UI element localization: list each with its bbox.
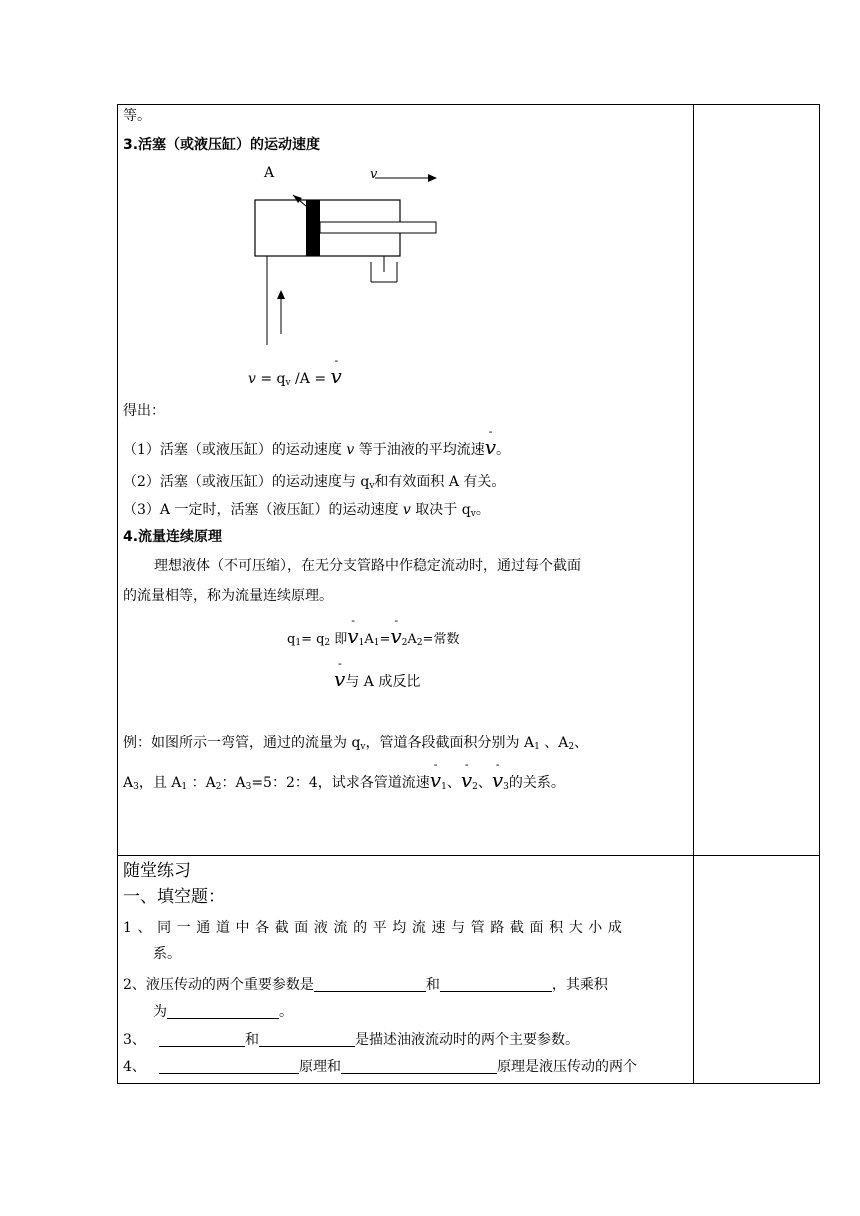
- table-border-right: [819, 104, 820, 1084]
- question-1-line2: 系。: [153, 946, 181, 962]
- conclusion-label: 得出：: [123, 403, 165, 419]
- table-row-divider: [117, 855, 820, 856]
- heading-piston-speed: 3.活塞（或液压缸）的运动速度: [123, 137, 321, 153]
- practice-section-fill-blank: 一、填空题：: [123, 887, 225, 907]
- question-2-line1: 2、液压传动的两个重要参数是 和 ，其乘积: [123, 977, 608, 993]
- cylinder-diagram: [240, 160, 450, 350]
- answer-blank[interactable]: [259, 1030, 355, 1047]
- question-2-line2: 为 。: [153, 1004, 293, 1020]
- velocity-arrowhead: [428, 174, 437, 182]
- conclusion-1: （1）活塞（或液压缸）的运动速度 v 等于油液的平均流速- v。: [123, 437, 510, 460]
- formula-inverse: - v与 A 成反比: [334, 669, 420, 692]
- diagram-label-velocity: v: [370, 167, 378, 182]
- question-4: 4、 原理和 原理是液压传动的两个: [123, 1059, 637, 1075]
- piston: [306, 200, 320, 256]
- formula-continuity: $q_1= q_2$ 即- $v_1A_1=-$ $v_2A_2=$常数: [287, 626, 459, 653]
- table-border-top: [117, 104, 820, 105]
- conclusion-2: （2）活塞（或液压缸）的运动速度与 $q_v$和有效面积 A 有关。: [123, 474, 506, 491]
- continuity-paragraph-line2: 的流量相等，称为流量连续原理。: [123, 588, 333, 604]
- answer-blank[interactable]: [440, 975, 552, 992]
- answer-blank[interactable]: [159, 1057, 299, 1074]
- example-line1: 例：如图所示一弯管，通过的流量为 $q_v$，管道各段截面积分别为 $A_1$ 、$A_2$、: [123, 735, 589, 752]
- flow-arrowhead: [277, 290, 285, 299]
- answer-blank[interactable]: [341, 1057, 497, 1074]
- question-3: 3、 和 是描述油液流动时的两个主要参数。: [123, 1032, 579, 1048]
- answer-blank[interactable]: [167, 1002, 279, 1019]
- formula-velocity: $v = q_v$ /A = - v: [248, 366, 342, 393]
- table-border-bottom: [117, 1083, 820, 1084]
- question-1-line1: 1、同一通道中各截面液流的平均流速与管路截面积大小成: [123, 920, 628, 936]
- answer-blank[interactable]: [159, 1030, 245, 1047]
- heading-continuity: 4.流量连续原理: [123, 529, 223, 545]
- continuity-paragraph-line1: 理想液体（不可压缩），在无分支管路中作稳定流动时，通过每个截面: [154, 558, 581, 574]
- conclusion-3: （3）A 一定时，活塞（液压缸）的运动速度 v 取决于 $q_v$。: [123, 502, 490, 519]
- practice-title: 随堂练习: [123, 861, 191, 881]
- table-column-divider: [693, 104, 694, 1084]
- answer-blank[interactable]: [314, 975, 426, 992]
- diagram-label-area: A: [264, 165, 275, 181]
- table-border-left: [117, 104, 118, 1084]
- text-fragment: 等。: [123, 108, 151, 124]
- piston-rod: [320, 222, 436, 233]
- example-line2: $A_3$，且 $A_1$ ：$A_2$：$A_3=5$：2：4，试求各管道流速- $v_1$、- $v_2$、- $v_3$的关系。: [123, 770, 565, 797]
